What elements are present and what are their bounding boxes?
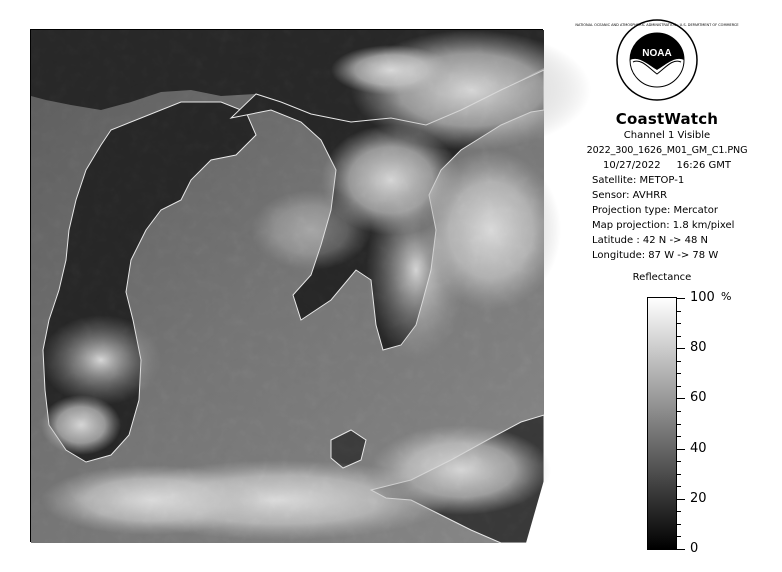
satellite-label: Satellite: METOP-1 [592,175,685,186]
colorbar-tick [677,373,681,374]
app-title: CoastWatch [615,110,719,128]
filename-label: 2022_300_1626_M01_GM_C1.PNG [586,145,748,156]
colorbar-tick [677,298,685,299]
time-label: 16:26 GMT [676,160,732,171]
logo-ring-text: NATIONAL OCEANIC AND ATMOSPHERIC ADMINISTRATION · U.S. DEPARTMENT OF COMMERCE [575,23,739,27]
colorbar-tick [677,386,681,387]
projection-type-label: Projection type: Mercator [592,205,718,216]
colorbar-tick [677,436,681,437]
colorbar-tick-label: 0 [690,541,699,556]
metadata-panel [560,110,774,263]
colorbar-tick-label: 20 [690,490,707,506]
map-canvas [31,30,544,543]
channel-label: Channel 1 Visible [623,130,711,141]
colorbar-tick-label: 40 [690,440,707,456]
colorbar-tick [677,461,681,462]
logo-text: NOAA [642,48,672,59]
colorbar-tick [677,524,681,525]
image-texture [31,30,544,543]
scale-title: Reflectance [632,272,692,283]
map-projection-label: Map projection: 1.8 km/pixel [592,220,735,231]
colorbar-tick [677,348,685,349]
colorbar-tick-label: 80 [690,340,707,356]
colorbar-tick [677,486,681,487]
colorbar-tick [677,536,681,537]
satellite-image-map[interactable] [30,29,543,542]
colorbar-tick-label: 60 [690,390,707,406]
sensor-label: Sensor: AVHRR [592,190,668,201]
colorbar-tick-label: 100 [690,290,715,305]
datetime-row [560,158,774,173]
colorbar-tick [677,361,681,362]
colorbar-tick [677,549,685,550]
colorbar-tick [677,336,681,337]
scale-unit: % [721,290,732,303]
date-label: 10/27/2022 [602,160,661,171]
reflectance-colorbar [647,297,677,550]
latitude-label: Latitude : 42 N -> 48 N [592,235,708,246]
colorbar-tick [677,499,685,500]
longitude-label: Longitude: 87 W -> 78 W [592,250,719,261]
colorbar-tick [677,411,681,412]
colorbar-tick [677,398,685,399]
noaa-logo-icon [575,18,739,102]
colorbar-tick [677,449,685,450]
colorbar-tick [677,311,681,312]
colorbar-tick [677,511,681,512]
colorbar-tick [677,424,681,425]
colorbar-tick [677,323,681,324]
colorbar-tick [677,474,681,475]
